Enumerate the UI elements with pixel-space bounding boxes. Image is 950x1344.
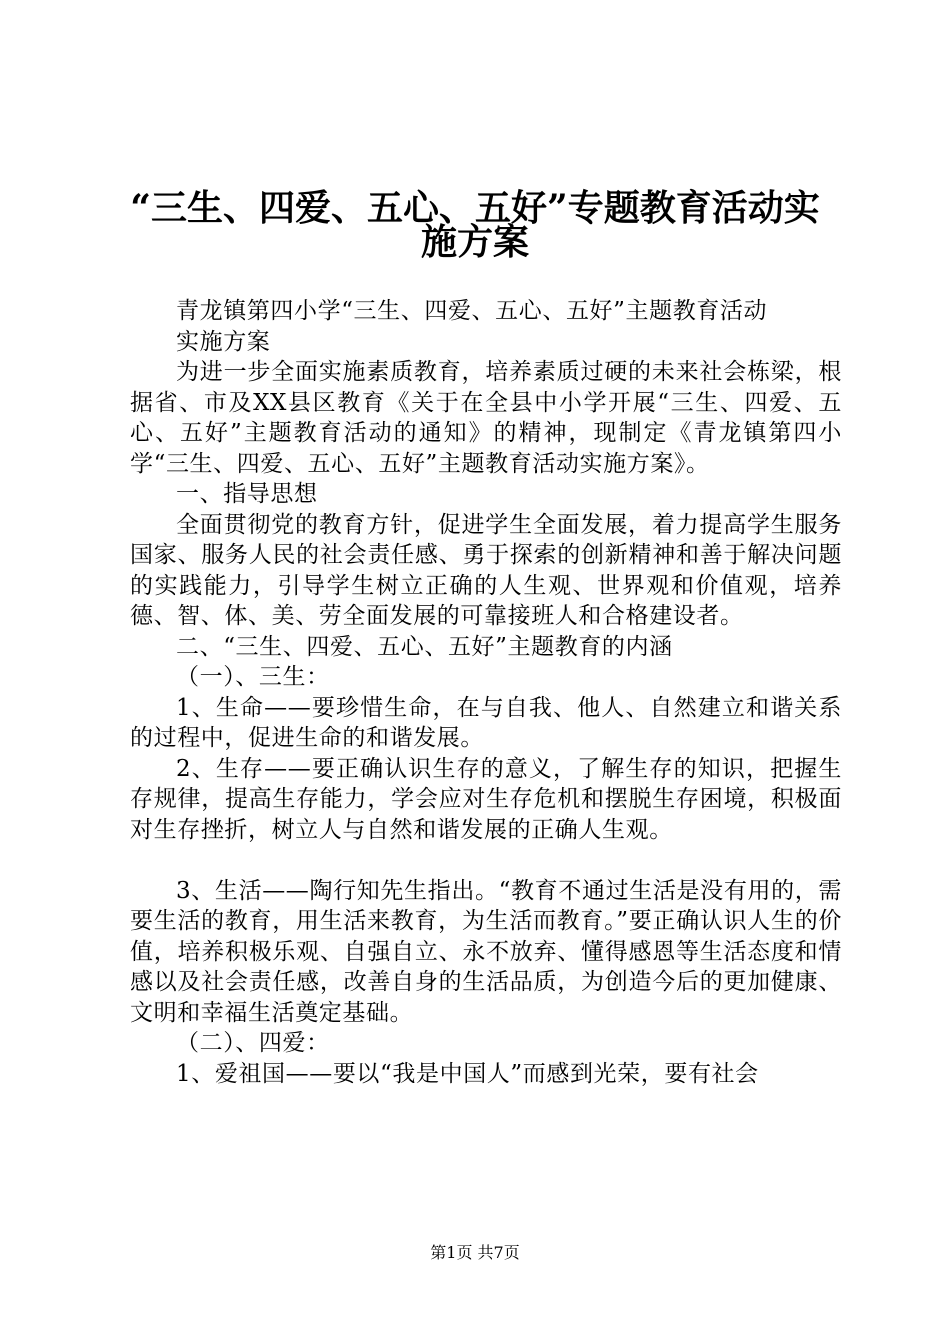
item-survival-paragraph: 2、生存——要正确认识生存的意义，了解生存的知识，把握生存规律，提高生存能力，学会应对生存危机和摆脱生存困境，积极面对生存挫折，树立人与自然和谐发展的正确人生观。 [130, 755, 842, 843]
blank-line [130, 845, 842, 876]
section-heading-connotation: 二、“三生、四爱、五心、五好”主题教育的内涵 [176, 633, 673, 660]
subsection-heading-four-love: （二）、四爱： [176, 1030, 330, 1056]
section-heading-guiding-thought: 一、指导思想 [176, 481, 318, 507]
document-body [130, 296, 842, 1089]
intro-paragraph: 为进一步全面实施素质教育，培养素质过硬的未来社会栋梁，根据省、市及XX县区教育《关于在全县中小学开展“三生、四爱、五心、五好”主题教育活动的通知》的精神，现制定《青龙镇第四小学“三生、四爱、五心、五好”主题教育活动实施方案》。 [130, 359, 842, 477]
page-number-footer: 第1页 共7页 [430, 1243, 520, 1262]
item-living-paragraph: 3、生活——陶行知先生指出。“教育不通过生活是没有用的，需要生活的教育，用生活来教育，为生活而教育。”要正确认识人生的价值，培养积极乐观、自强自立、永不放弃、懂得感恩等生活态度和情感以及社会责任感，改善自身的生活品质，为创造今后的更加健康、文明和幸福生活奠定基础。 [130, 877, 842, 1026]
item-life-paragraph: 1、生命——要珍惜生命，在与自我、他人、自然建立和谐关系的过程中，促进生命的和谐发展。 [130, 694, 842, 751]
item-love-country-paragraph: 1、爱祖国——要以“我是中国人”而感到光荣，要有社会 [176, 1060, 759, 1087]
document-title-line-2: 施方案 [420, 221, 529, 263]
subsection-heading-three-life: （一）、三生： [176, 664, 330, 690]
subtitle-paragraph: 青龙镇第四小学“三生、四爱、五心、五好”主题教育活动 [176, 298, 768, 324]
document-title-line-1: “三生、四爱、五心、五好”专题教育活动实 [130, 187, 820, 229]
guiding-thought-paragraph: 全面贯彻党的教育方针，促进学生全面发展，着力提高学生服务国家、服务人民的社会责任感、勇于探索的创新精神和善于解决问题的实践能力，引导学生树立正确的人生观、世界观和价值观，培养德、智、体、美、劳全面发展的可靠接班人和合格建设者。 [130, 511, 842, 629]
subtitle-paragraph-cont: 实施方案 [176, 328, 271, 355]
